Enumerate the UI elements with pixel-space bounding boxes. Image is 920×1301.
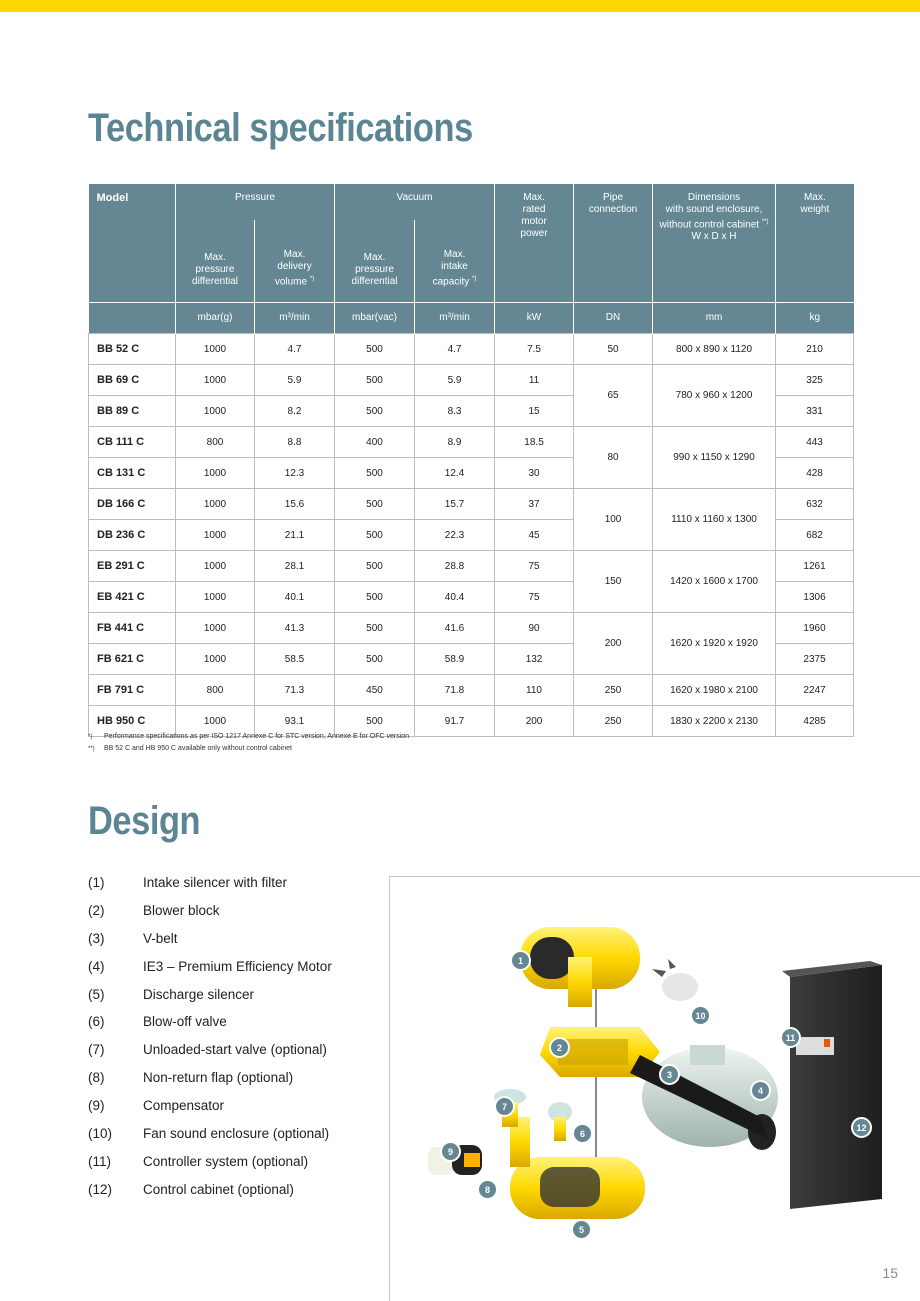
table-cell: 71.3 bbox=[255, 675, 335, 706]
control-cabinet bbox=[782, 961, 882, 1209]
design-list-item bbox=[88, 1014, 332, 1042]
table-cell: 500 bbox=[335, 706, 415, 737]
design-item-number: (2) bbox=[88, 902, 105, 918]
model-name-cell: HB 950 C bbox=[89, 706, 176, 737]
table-cell: 1000 bbox=[176, 334, 255, 365]
table-cell: 132 bbox=[495, 644, 574, 675]
table-cell: 58.5 bbox=[255, 644, 335, 675]
design-item-number: (10) bbox=[88, 1126, 113, 1142]
fan bbox=[652, 959, 698, 1001]
table-cell: 4285 bbox=[776, 706, 854, 737]
tech-specs-title: Technical specifications bbox=[88, 106, 473, 150]
units-blank bbox=[89, 303, 176, 334]
table-cell: 1000 bbox=[176, 489, 255, 520]
table-cell: 500 bbox=[335, 458, 415, 489]
table-row bbox=[89, 489, 854, 520]
design-item-label: Controller system (optional) bbox=[143, 1153, 309, 1169]
table-cell: 71.8 bbox=[415, 675, 495, 706]
unit-cell: kW bbox=[495, 303, 574, 334]
table-cell: 1261 bbox=[776, 551, 854, 582]
header-pressure: Pressure bbox=[176, 184, 335, 220]
unit-cell: kg bbox=[776, 303, 854, 334]
model-name-cell: DB 236 C bbox=[89, 520, 176, 551]
design-item-label: Compensator bbox=[143, 1098, 225, 1114]
design-item-label: Unloaded-start valve (optional) bbox=[143, 1042, 327, 1058]
table-cell: 18.5 bbox=[495, 427, 574, 458]
table-cell: 780 x 960 x 1200 bbox=[653, 365, 776, 427]
table-cell: 331 bbox=[776, 396, 854, 427]
callout-badge: 6 bbox=[572, 1123, 593, 1144]
design-item-label: Blow-off valve bbox=[143, 1014, 227, 1030]
table-cell: 5.9 bbox=[255, 365, 335, 396]
table-cell: 500 bbox=[335, 520, 415, 551]
table-cell: 8.8 bbox=[255, 427, 335, 458]
callout-badge: 5 bbox=[571, 1219, 592, 1240]
table-cell: 1000 bbox=[176, 551, 255, 582]
table-cell: 500 bbox=[335, 365, 415, 396]
table-cell: 200 bbox=[495, 706, 574, 737]
table-cell: 990 x 1150 x 1290 bbox=[653, 427, 776, 489]
table-cell: 1620 x 1920 x 1920 bbox=[653, 613, 776, 675]
design-list-item bbox=[88, 1042, 332, 1070]
table-cell: 12.3 bbox=[255, 458, 335, 489]
table-row bbox=[89, 334, 854, 365]
header-delivery-volume: Max. delivery volume *) bbox=[255, 220, 335, 303]
table-cell: 1000 bbox=[176, 458, 255, 489]
table-row bbox=[89, 427, 854, 458]
header-max-weight: Max. weight bbox=[776, 184, 854, 303]
design-list-item bbox=[88, 1070, 332, 1098]
table-cell: 30 bbox=[495, 458, 574, 489]
table-cell: 1830 x 2200 x 2130 bbox=[653, 706, 776, 737]
table-cell: 50 bbox=[574, 334, 653, 365]
table-cell: 90 bbox=[495, 613, 574, 644]
diagram-svg bbox=[390, 877, 920, 1301]
table-cell: 12.4 bbox=[415, 458, 495, 489]
table-cell: 65 bbox=[574, 365, 653, 427]
design-item-label: Non-return flap (optional) bbox=[143, 1070, 294, 1086]
design-list-item bbox=[88, 959, 332, 987]
callout-badge: 11 bbox=[780, 1027, 801, 1048]
design-list-item bbox=[88, 1154, 332, 1182]
table-cell: 45 bbox=[495, 520, 574, 551]
model-name-cell: DB 166 C bbox=[89, 489, 176, 520]
table-cell: 75 bbox=[495, 551, 574, 582]
table-cell: 800 bbox=[176, 675, 255, 706]
table-cell: 7.5 bbox=[495, 334, 574, 365]
callout-badge: 9 bbox=[440, 1141, 461, 1162]
table-cell: 8.9 bbox=[415, 427, 495, 458]
design-item-label: IE3 – Premium Efficiency Motor bbox=[143, 958, 332, 974]
spec-table-body bbox=[89, 334, 854, 737]
design-item-number: (8) bbox=[88, 1070, 105, 1086]
table-cell: 250 bbox=[574, 706, 653, 737]
table-row bbox=[89, 551, 854, 582]
table-cell: 500 bbox=[335, 489, 415, 520]
table-cell: 200 bbox=[574, 613, 653, 675]
header-pressure-differential: Max. pressure differential bbox=[176, 220, 255, 303]
unit-cell: DN bbox=[574, 303, 653, 334]
table-cell: 1000 bbox=[176, 613, 255, 644]
unit-cell: mbar(vac) bbox=[335, 303, 415, 334]
model-name-cell: BB 69 C bbox=[89, 365, 176, 396]
design-item-number: (3) bbox=[88, 930, 105, 946]
model-name-cell: EB 291 C bbox=[89, 551, 176, 582]
model-name-cell: FB 441 C bbox=[89, 613, 176, 644]
table-cell: 15 bbox=[495, 396, 574, 427]
table-cell: 1000 bbox=[176, 706, 255, 737]
table-cell: 41.3 bbox=[255, 613, 335, 644]
table-row bbox=[89, 365, 854, 396]
table-cell: 400 bbox=[335, 427, 415, 458]
table-cell: 500 bbox=[335, 582, 415, 613]
header-vacuum: Vacuum bbox=[335, 184, 495, 220]
table-cell: 22.3 bbox=[415, 520, 495, 551]
table-cell: 1620 x 1980 x 2100 bbox=[653, 675, 776, 706]
table-cell: 4.7 bbox=[415, 334, 495, 365]
table-cell: 1306 bbox=[776, 582, 854, 613]
model-name-cell: CB 111 C bbox=[89, 427, 176, 458]
table-cell: 450 bbox=[335, 675, 415, 706]
model-name-cell: FB 791 C bbox=[89, 675, 176, 706]
table-cell: 1420 x 1600 x 1700 bbox=[653, 551, 776, 613]
design-title: Design bbox=[88, 799, 201, 843]
table-cell: 80 bbox=[574, 427, 653, 489]
table-cell: 325 bbox=[776, 365, 854, 396]
table-cell: 8.2 bbox=[255, 396, 335, 427]
design-item-number: (6) bbox=[88, 1014, 105, 1030]
table-cell: 110 bbox=[495, 675, 574, 706]
table-cell: 500 bbox=[335, 613, 415, 644]
header-dimensions: Dimensions with sound enclosure, without control cabinet **) W x D x H bbox=[653, 184, 776, 303]
spec-table bbox=[88, 184, 854, 737]
table-cell: 1000 bbox=[176, 396, 255, 427]
table-cell: 500 bbox=[335, 644, 415, 675]
table-cell: 250 bbox=[574, 675, 653, 706]
header-motor-power: Max. rated motor power bbox=[495, 184, 574, 303]
table-cell: 800 x 890 x 1120 bbox=[653, 334, 776, 365]
table-cell: 21.1 bbox=[255, 520, 335, 551]
footnote: **) BB 52 C and HB 950 C available only without control cabinet bbox=[88, 745, 292, 752]
footnotes bbox=[88, 731, 409, 755]
design-list-item bbox=[88, 875, 332, 903]
callout-badge: 4 bbox=[750, 1080, 771, 1101]
footnote: *) Performance specifications as per ISO 1217 Annexe C for STC version, Annexe E for OFC version bbox=[88, 733, 410, 740]
callout-badge: 2 bbox=[549, 1037, 570, 1058]
table-cell: 11 bbox=[495, 365, 574, 396]
unit-cell: mm bbox=[653, 303, 776, 334]
design-item-number: (12) bbox=[88, 1181, 113, 1197]
unit-cell: m³/min bbox=[255, 303, 335, 334]
header-intake-capacity: Max. intake capacity *) bbox=[415, 220, 495, 303]
design-item-number: (5) bbox=[88, 986, 105, 1002]
table-cell: 632 bbox=[776, 489, 854, 520]
table-cell: 4.7 bbox=[255, 334, 335, 365]
unit-cell: mbar(g) bbox=[176, 303, 255, 334]
callout-badge: 8 bbox=[477, 1179, 498, 1200]
model-name-cell: EB 421 C bbox=[89, 582, 176, 613]
design-item-number: (1) bbox=[88, 875, 105, 890]
callout-badge: 1 bbox=[510, 950, 531, 971]
table-cell: 1000 bbox=[176, 644, 255, 675]
table-cell: 1960 bbox=[776, 613, 854, 644]
design-item-number: (7) bbox=[88, 1042, 105, 1058]
header-model: Model bbox=[89, 184, 176, 303]
design-list bbox=[88, 875, 332, 1210]
design-list-item bbox=[88, 903, 332, 931]
model-name-cell: BB 89 C bbox=[89, 396, 176, 427]
table-cell: 37 bbox=[495, 489, 574, 520]
table-cell: 93.1 bbox=[255, 706, 335, 737]
table-cell: 28.1 bbox=[255, 551, 335, 582]
table-cell: 500 bbox=[335, 334, 415, 365]
design-list-item bbox=[88, 1182, 332, 1210]
table-cell: 91.7 bbox=[415, 706, 495, 737]
design-item-label: Fan sound enclosure (optional) bbox=[143, 1126, 330, 1142]
intake-silencer bbox=[520, 927, 640, 1007]
table-cell: 210 bbox=[776, 334, 854, 365]
table-cell: 2247 bbox=[776, 675, 854, 706]
design-item-label: Intake silencer with filter bbox=[143, 875, 288, 890]
table-row bbox=[89, 613, 854, 644]
table-cell: 428 bbox=[776, 458, 854, 489]
table-cell: 15.7 bbox=[415, 489, 495, 520]
model-name-cell: BB 52 C bbox=[89, 334, 176, 365]
table-cell: 1000 bbox=[176, 582, 255, 613]
unit-cell: m³/min bbox=[415, 303, 495, 334]
top-accent-bar bbox=[0, 0, 920, 12]
design-list-item bbox=[88, 931, 332, 959]
table-cell: 75 bbox=[495, 582, 574, 613]
design-item-number: (11) bbox=[88, 1153, 112, 1169]
design-item-label: Blower block bbox=[143, 902, 220, 918]
table-cell: 1000 bbox=[176, 365, 255, 396]
design-list-item bbox=[88, 1126, 332, 1154]
callout-badge: 10 bbox=[690, 1005, 711, 1026]
table-cell: 58.9 bbox=[415, 644, 495, 675]
design-list-item bbox=[88, 1098, 332, 1126]
table-cell: 682 bbox=[776, 520, 854, 551]
callout-badge: 7 bbox=[494, 1096, 515, 1117]
table-cell: 1110 x 1160 x 1300 bbox=[653, 489, 776, 551]
table-cell: 500 bbox=[335, 551, 415, 582]
callout-badge: 3 bbox=[659, 1064, 680, 1085]
table-cell: 8.3 bbox=[415, 396, 495, 427]
table-cell: 150 bbox=[574, 551, 653, 613]
table-cell: 40.1 bbox=[255, 582, 335, 613]
header-pipe-connection: Pipe connection bbox=[574, 184, 653, 303]
design-item-number: (9) bbox=[88, 1098, 105, 1114]
table-cell: 28.8 bbox=[415, 551, 495, 582]
design-item-label: Discharge silencer bbox=[143, 986, 255, 1002]
table-cell: 100 bbox=[574, 489, 653, 551]
table-cell: 5.9 bbox=[415, 365, 495, 396]
table-cell: 800 bbox=[176, 427, 255, 458]
table-row bbox=[89, 675, 854, 706]
table-cell: 1000 bbox=[176, 520, 255, 551]
model-name-cell: CB 131 C bbox=[89, 458, 176, 489]
table-cell: 41.6 bbox=[415, 613, 495, 644]
design-list-item bbox=[88, 987, 332, 1015]
blower-exploded-diagram bbox=[389, 876, 920, 1301]
header-vac-pressure-differential: Max. pressure differential bbox=[335, 220, 415, 303]
design-item-label: V-belt bbox=[143, 930, 178, 946]
callout-badge: 12 bbox=[851, 1117, 872, 1138]
table-cell: 15.6 bbox=[255, 489, 335, 520]
design-item-number: (4) bbox=[88, 958, 105, 974]
table-cell: 500 bbox=[335, 396, 415, 427]
table-cell: 40.4 bbox=[415, 582, 495, 613]
page-number: 15 bbox=[882, 1265, 898, 1281]
table-cell: 2375 bbox=[776, 644, 854, 675]
design-item-label: Control cabinet (optional) bbox=[143, 1181, 294, 1197]
model-name-cell: FB 621 C bbox=[89, 644, 176, 675]
table-cell: 443 bbox=[776, 427, 854, 458]
